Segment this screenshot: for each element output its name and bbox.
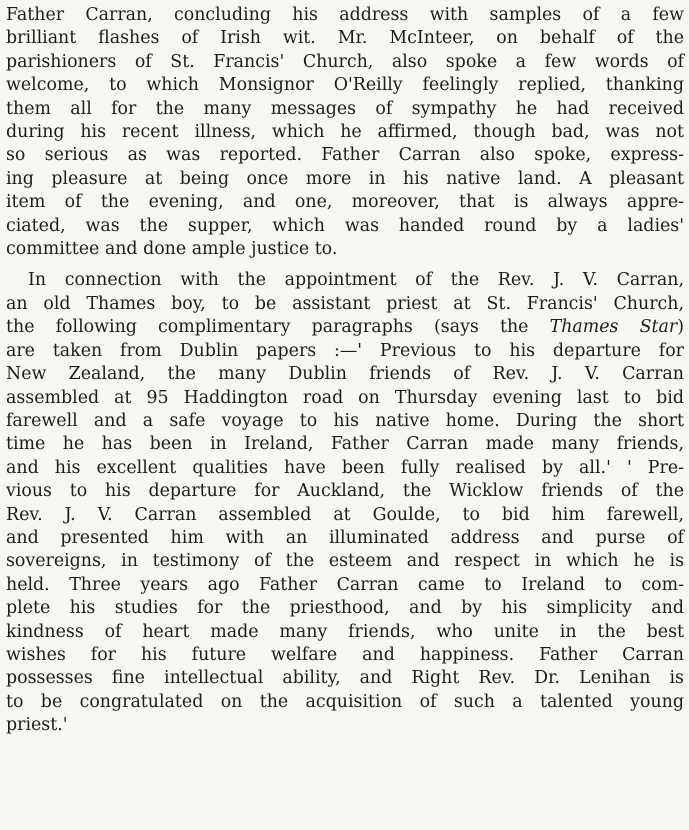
text-line-with-source xyxy=(6,316,684,339)
paragraph-welcome xyxy=(6,4,684,261)
text-line: an old Thames boy, to be assistant priest at St. Francis' Church, xyxy=(6,293,684,314)
text-line: brilliant flashes of Irish wit. Mr. McInteer, on behalf of the xyxy=(6,28,684,49)
text-line: wishes for his future welfare and happiness. Father Carran xyxy=(6,644,684,665)
text-line: Father Carran, concluding his address with samples of a few xyxy=(6,5,684,25)
text-line: held. Three years ago Father Carran came to Ireland to com- xyxy=(6,574,684,595)
text-line: and his excellent qualities have been fully realised by all.' ' Pre- xyxy=(6,457,684,478)
text-line: farewell and a safe voyage to his native home. During the short xyxy=(6,410,684,431)
text-line: possesses fine intellectual ability, and Right Rev. Dr. Lenihan is xyxy=(6,668,684,689)
article-column xyxy=(6,4,684,746)
text-line: welcome, to which Monsignor O'Reilly feelingly replied, thanking xyxy=(6,75,684,96)
text-line: priest.' xyxy=(6,715,68,736)
text-line: kindness of heart made many friends, who unite in the best xyxy=(6,621,684,642)
text-line: Rev. J. V. Carran assembled at Goulde, to bid him farewell, xyxy=(6,504,684,525)
text-line: committee and done ample justice to. xyxy=(6,239,338,260)
text-line: and presented him with an illuminated address and purse of xyxy=(6,527,684,548)
text-fragment: the following complimentary paragraphs (says the xyxy=(6,317,550,338)
text-line: plete his studies for the priesthood, and by his simplicity and xyxy=(6,598,684,619)
text-line: them all for the many messages of sympathy he had received xyxy=(6,98,684,119)
text-line: assembled at 95 Haddington road on Thursday evening last to bid xyxy=(6,387,684,408)
text-line: item of the evening, and one, moreover, that is always appre- xyxy=(6,192,684,213)
text-line: ciated, was the supper, which was handed round by a ladies' xyxy=(6,215,684,236)
text-line: so serious as was reported. Father Carran also spoke, express- xyxy=(6,145,684,166)
text-line: In connection with the appointment of the Rev. J. V. Carran, xyxy=(28,270,684,291)
newspaper-source-name: Thames Star xyxy=(549,317,678,338)
text-line: vious to his departure for Auckland, the Wicklow friends of the xyxy=(6,481,684,502)
paragraph-appointment xyxy=(6,269,684,737)
text-line: are taken from Dublin papers :—' Previous to his departure for xyxy=(6,340,684,361)
text-line: sovereigns, in testimony of the esteem and respect in which he is xyxy=(6,551,684,572)
text-fragment: ) xyxy=(677,317,684,338)
text-line: parishioners of St. Francis' Church, also spoke a few words of xyxy=(6,51,684,72)
text-line: time he has been in Ireland, Father Carran made many friends, xyxy=(6,434,684,455)
text-line: during his recent illness, which he affirmed, though bad, was not xyxy=(6,122,684,143)
text-line: ing pleasure at being once more in his native land. A pleasant xyxy=(6,168,684,189)
text-line: New Zealand, the many Dublin friends of Rev. J. V. Carran xyxy=(6,364,684,385)
text-line: to be congratulated on the acquisition of such a talented young xyxy=(6,691,684,712)
